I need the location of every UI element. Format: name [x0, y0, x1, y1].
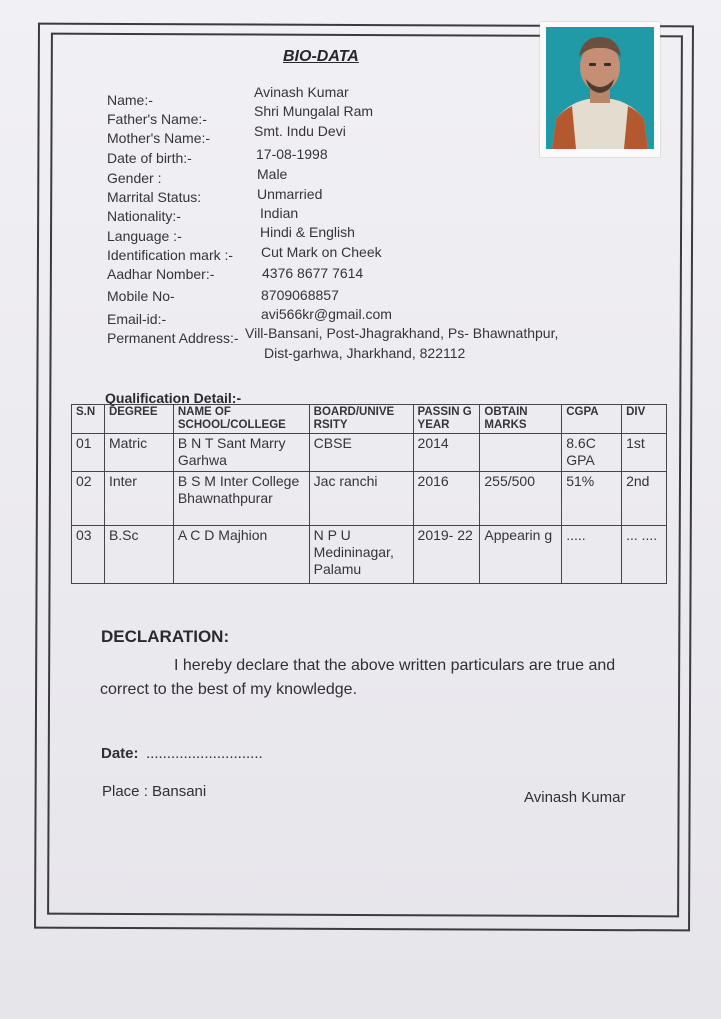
profile-photo [540, 22, 660, 157]
document-title: BIO-DATA [283, 48, 359, 65]
table-cell: 03 [72, 525, 105, 583]
field-label: Identification mark :- [107, 247, 234, 263]
declaration-line-1: I hereby declare that the above written particulars are true and [174, 657, 616, 674]
field-label: Marrital Status: [107, 189, 202, 205]
field-value: 4376 8677 7614 [262, 265, 364, 281]
header-board: BOARD/UNIVE RSITY [309, 405, 413, 434]
table-cell: 2014 [413, 434, 480, 472]
table-cell: CBSE [309, 434, 413, 472]
table-cell: 2016 [413, 471, 480, 525]
field-value: Shri Mungalal Ram [254, 103, 374, 119]
field-label: Email-id:- [107, 311, 167, 327]
place: Place : Bansani [102, 783, 207, 800]
field-value: Vill-Bansani, Post-Jhagrakhand, Ps- Bhawnathpur, [245, 325, 559, 341]
header-school: NAME OF SCHOOL/COLLEGE [173, 405, 309, 434]
field-label: Mother's Name:- [107, 130, 211, 146]
table-cell: 02 [72, 471, 105, 525]
table-cell: 8.6C GPA [562, 434, 622, 472]
header-marks: OBTAIN MARKS [480, 405, 562, 434]
qualification-title: Qualification Detail:- [105, 390, 242, 406]
table-cell: Jac ranchi [309, 471, 413, 525]
table-cell: A C D Majhion [173, 525, 309, 583]
table-cell: 2019- 22 [413, 525, 480, 583]
table-cell: 01 [72, 434, 105, 472]
date-value: ............................ [146, 745, 263, 762]
field-value: avi566kr@gmail.com [261, 306, 392, 322]
field-value: Unmarried [257, 186, 323, 202]
table-cell: Inter [104, 471, 173, 525]
field-label: Permanent Address:- [107, 330, 239, 346]
header-passing-year: PASSIN G YEAR [413, 405, 480, 434]
table-cell: Matric [104, 434, 173, 472]
field-label: Father's Name:- [107, 111, 207, 127]
table-cell: 51% [562, 471, 622, 525]
field-label: Nationality:- [107, 208, 181, 224]
table-cell: N P U Medininagar, Palamu [309, 525, 413, 583]
table-cell: B S M Inter College Bhawnathpurar [173, 471, 309, 525]
table-row [72, 525, 667, 583]
table-header-row [72, 405, 667, 434]
field-label: Gender : [107, 170, 162, 186]
field-label: Name:- [107, 92, 153, 108]
table-cell: B N T Sant Marry Garhwa [173, 434, 309, 472]
header-cgpa: CGPA [562, 405, 622, 434]
table-row [72, 434, 667, 472]
field-value: Cut Mark on Cheek [261, 244, 382, 260]
table-cell: 1st [622, 434, 667, 472]
table-cell: ... .... [622, 525, 667, 583]
qualification-table [71, 404, 667, 584]
address-line-2: Dist-garhwa, Jharkhand, 822112 [264, 345, 466, 361]
table-cell: 2nd [622, 471, 667, 525]
header-div: DIV [622, 405, 667, 434]
table-cell: Appearin g [480, 525, 562, 583]
field-value: Hindi & English [260, 224, 355, 240]
table-cell: B.Sc [104, 525, 173, 583]
field-label: Mobile No- [107, 288, 175, 304]
field-value: Indian [260, 205, 299, 221]
table-cell [480, 434, 562, 472]
declaration-line-2: correct to the best of my knowledge. [100, 681, 358, 698]
field-value: Avinash Kumar [254, 84, 349, 100]
table-cell: ..... [562, 525, 622, 583]
field-label: Aadhar Nomber:- [107, 266, 215, 282]
table-cell: 255/500 [480, 471, 562, 525]
table-row [72, 471, 667, 525]
signature-name: Avinash Kumar [524, 789, 626, 806]
field-value: Male [257, 166, 288, 182]
header-sn: S.N [72, 405, 105, 434]
field-value: 8709068857 [261, 287, 339, 303]
field-value: 17-08-1998 [256, 146, 328, 162]
field-value: Smt. Indu Devi [254, 123, 346, 139]
portrait-image [546, 27, 654, 149]
field-label: Date of birth:- [107, 150, 192, 166]
date-label: Date: [101, 745, 139, 762]
field-label: Language :- [107, 228, 182, 244]
header-degree: DEGREE [104, 405, 173, 434]
declaration-heading: DECLARATION: [101, 627, 230, 646]
